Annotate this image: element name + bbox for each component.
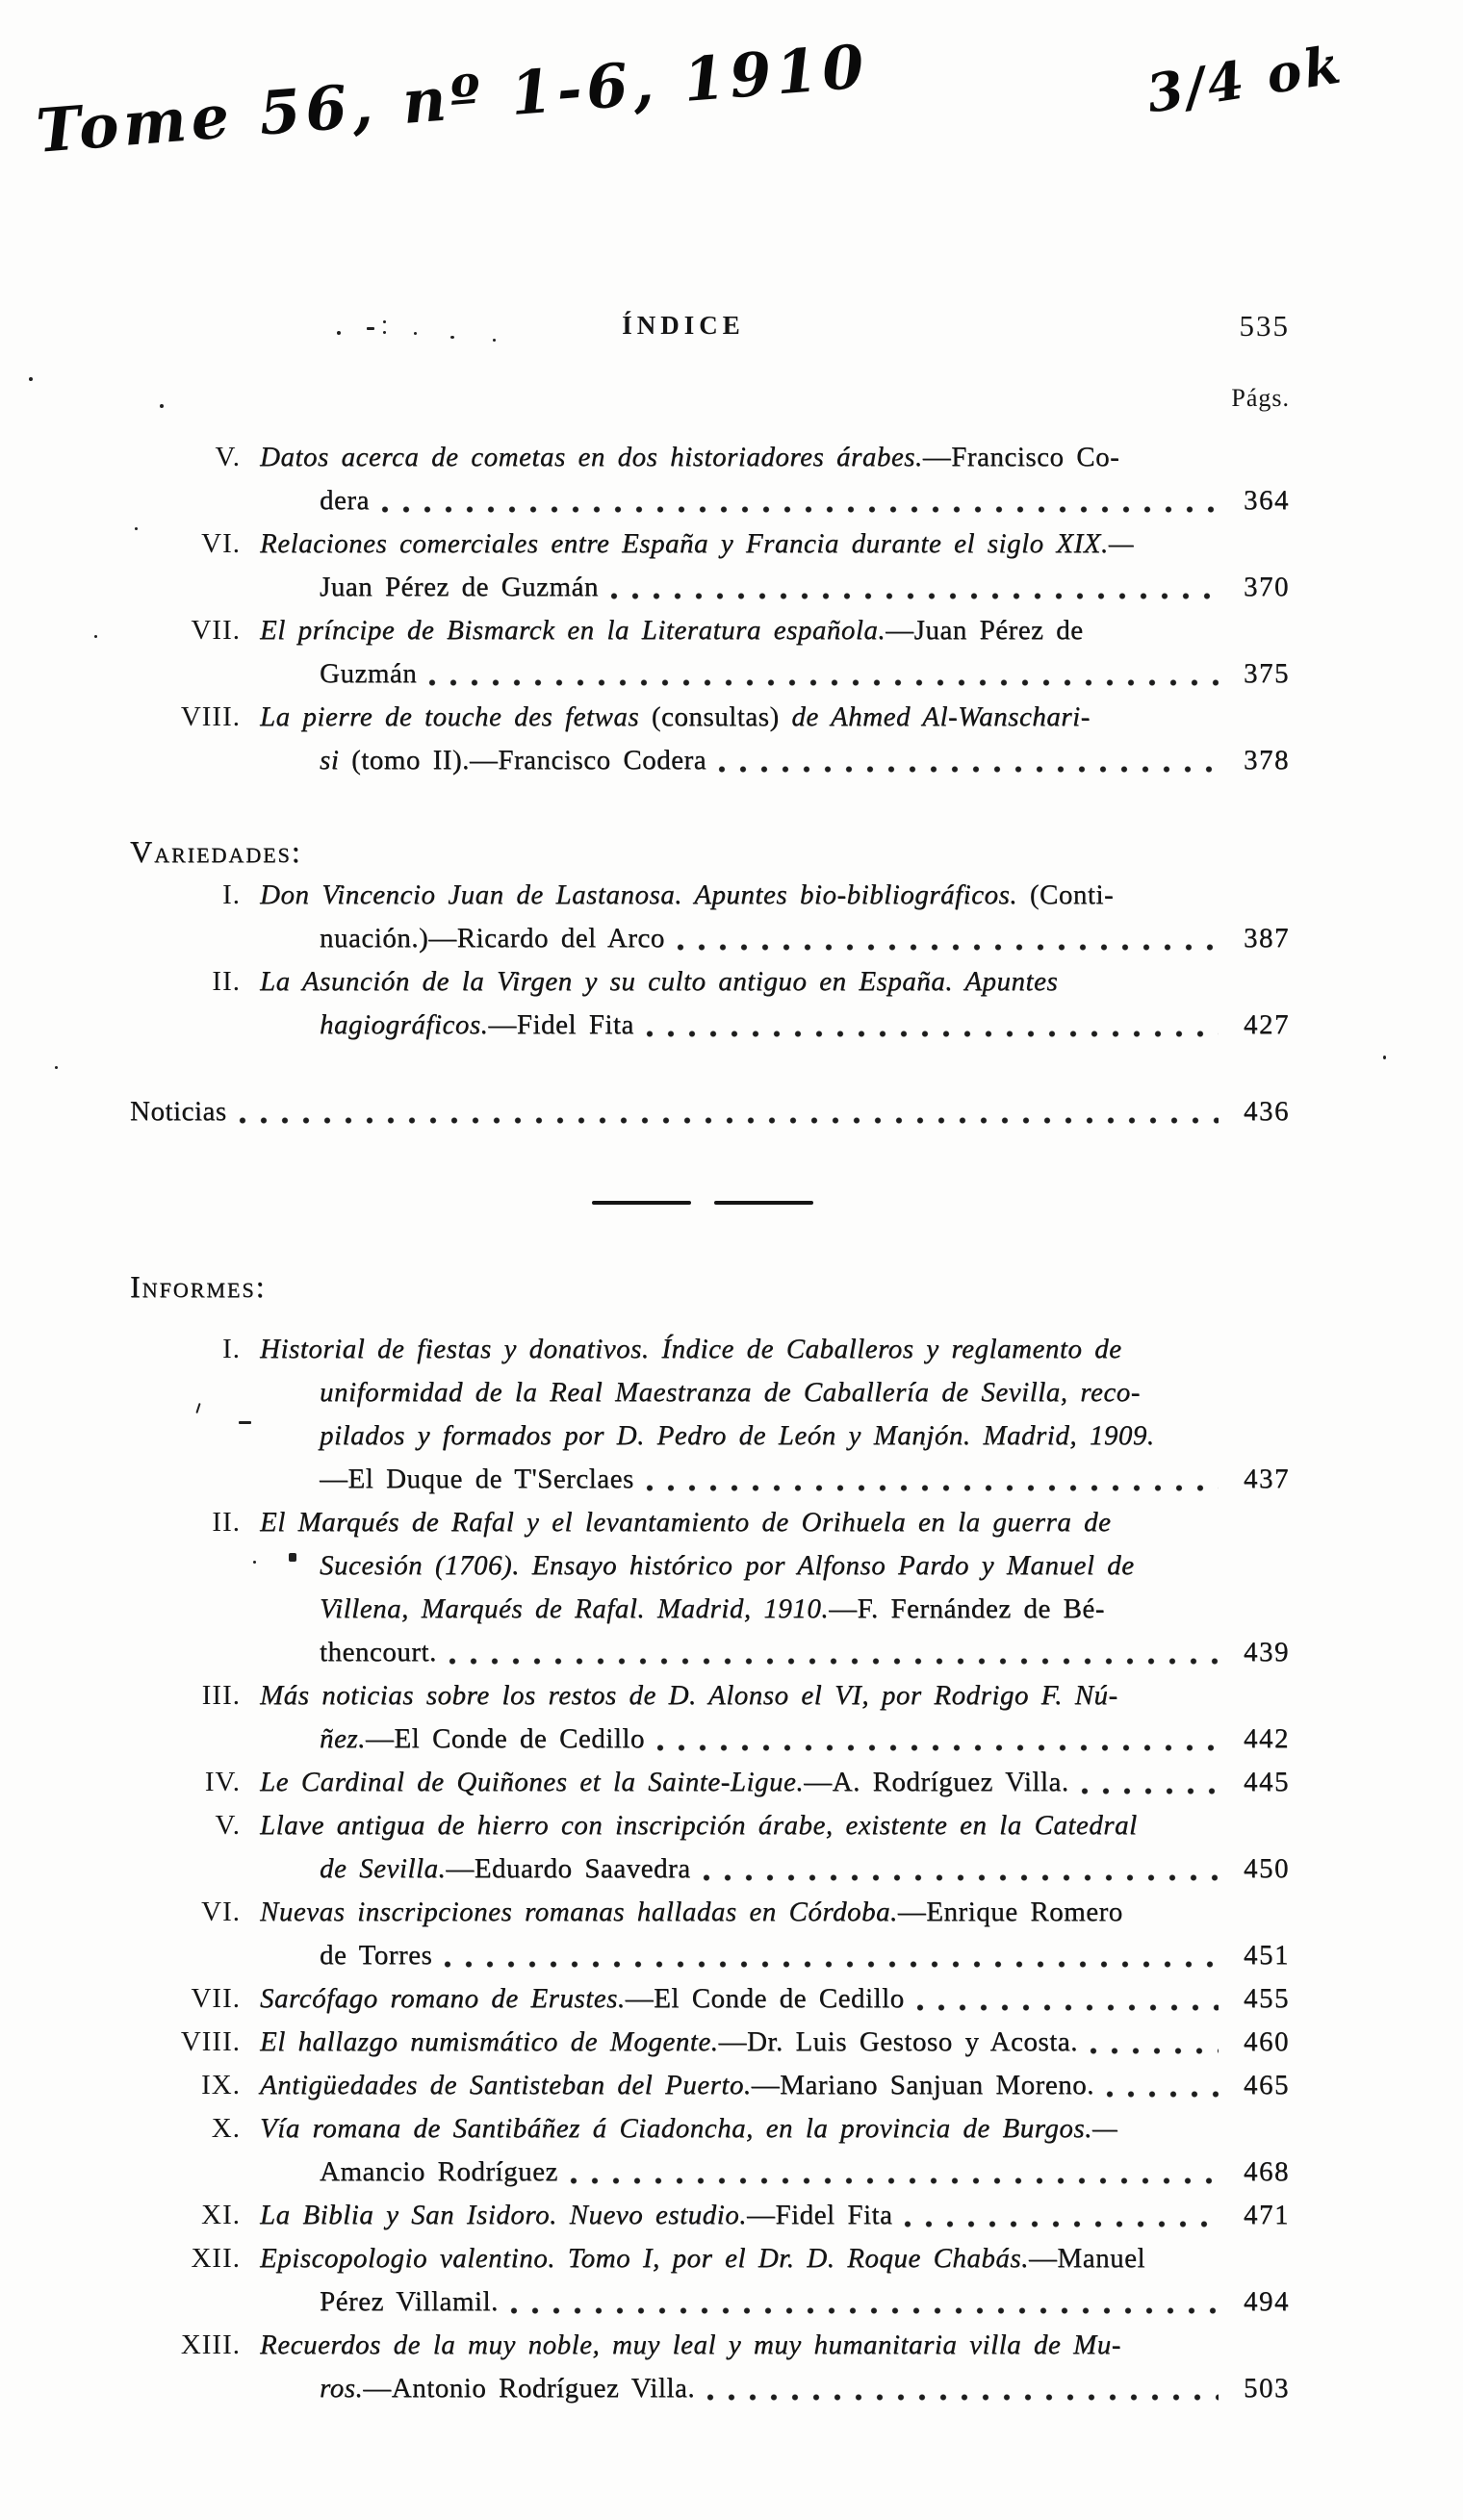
folio-number: 535 — [1239, 309, 1290, 343]
entry-text — [260, 528, 1134, 559]
author-text: —Fidel Fita — [488, 1009, 634, 1040]
entry-body — [260, 436, 1290, 522]
entry-text — [320, 2367, 695, 2410]
entry-text — [260, 2243, 1145, 2274]
toc-entry — [130, 522, 1290, 609]
toc-entry — [130, 609, 1290, 696]
scan-speck — [94, 635, 97, 638]
entry-body — [260, 1891, 1290, 1977]
title-text: Nuevas inscripciones romanas halladas en Córdoba. — [260, 1896, 898, 1927]
entry-line — [260, 1544, 1290, 1588]
entry-text — [320, 1593, 1105, 1624]
author-text: —El Duque de T'Serclaes — [320, 1464, 634, 1494]
entry-line — [260, 566, 1290, 609]
entry-numeral: II. — [212, 1507, 241, 1538]
toc-entry — [130, 1804, 1290, 1891]
entry-page-number: 437 — [1244, 1464, 1290, 1494]
entry-line — [260, 2107, 1290, 2151]
entry-page-number: 451 — [1244, 1940, 1290, 1971]
author-text: —Manuel — [1028, 2243, 1146, 2274]
entry-numeral: VI. — [201, 528, 241, 559]
entry-text — [260, 2329, 1121, 2360]
divider-dash — [592, 1201, 691, 1205]
entry-line — [260, 1674, 1290, 1718]
title-text: si — [320, 745, 352, 776]
title-text: El príncipe de Bismarck en la Literatura española. — [260, 615, 886, 646]
entry-text — [130, 1090, 227, 1133]
entry-page-number: 465 — [1244, 2070, 1290, 2100]
entry-text — [260, 2194, 892, 2237]
title-text: Más noticias sobre los restos de D. Alonso el VI, por Rodrigo F. Nú- — [260, 1680, 1118, 1711]
entry-body — [260, 2237, 1290, 2324]
author-text: Noticias — [130, 1096, 227, 1127]
dot-leader — [428, 678, 1219, 687]
pages-column-label: Págs. — [1231, 384, 1290, 412]
entry-page-number: 427 — [1244, 1009, 1290, 1040]
entry-line — [130, 1090, 1290, 1133]
entry-text — [260, 2113, 1117, 2144]
entry-text — [260, 1810, 1138, 1841]
entry-line — [260, 739, 1290, 782]
toc-entry — [130, 2194, 1290, 2237]
author-text: Juan Pérez de Guzmán — [320, 572, 599, 602]
dot-leader — [1090, 2047, 1219, 2055]
toc-entry — [130, 1977, 1290, 2021]
entry-text — [260, 1680, 1118, 1711]
toc-entry — [130, 960, 1290, 1047]
author-text: —Antonio Rodríguez Villa. — [363, 2373, 696, 2404]
entry-text — [320, 566, 599, 609]
entry-body — [260, 2107, 1290, 2194]
entry-page-number: 468 — [1244, 2156, 1290, 2187]
dot-leader — [677, 943, 1219, 952]
toc-entry — [130, 2107, 1290, 2194]
entry-text — [320, 479, 370, 522]
entry-text — [320, 1458, 634, 1501]
entry-line — [260, 874, 1290, 917]
toc-entry-noticias — [130, 1090, 1290, 1133]
entry-text — [260, 966, 1058, 997]
section-divider — [592, 1201, 813, 1205]
dot-leader — [646, 1030, 1219, 1038]
author-text: (tomo II).—Francisco Codera — [351, 745, 707, 776]
author-text: —Enrique Romero — [897, 1896, 1123, 1927]
title-text: Relaciones comerciales entre España y Francia durante el siglo XIX.— — [260, 528, 1134, 559]
entry-page-number: 378 — [1244, 745, 1290, 776]
dot-leader — [1081, 1787, 1219, 1795]
entry-body — [260, 1328, 1290, 1501]
author-text: dera — [320, 485, 370, 516]
toc-entry — [130, 2237, 1290, 2324]
entry-numeral: III. — [201, 1680, 241, 1711]
entry-line — [260, 436, 1290, 479]
section-heading-informes: Informes: — [130, 1269, 267, 1304]
entry-text — [260, 701, 1091, 732]
dot-leader — [904, 2220, 1219, 2228]
entry-numeral: XI. — [201, 2200, 241, 2230]
title-text: Vía romana de Santibáñez á Ciadoncha, en la provincia de Burgos.— — [260, 2113, 1118, 2144]
entry-line — [260, 2021, 1290, 2064]
toc-entry — [130, 1761, 1290, 1804]
title-text: Recuerdos de la muy noble, muy leal y muy humanitaria villa de Mu- — [260, 2329, 1121, 2360]
author-text: Pérez Villamil. — [320, 2286, 499, 2317]
entry-page-number: 436 — [1244, 1096, 1290, 1127]
entry-line — [260, 2367, 1290, 2410]
entry-body — [260, 2324, 1290, 2410]
divider-dash — [714, 1201, 813, 1205]
scan-speck — [1383, 1056, 1386, 1059]
entry-line — [260, 1761, 1290, 1804]
title-text: Datos acerca de cometas en dos historiadores árabes. — [260, 442, 923, 472]
entry-body — [260, 2194, 1290, 2237]
entry-page-number: 445 — [1244, 1767, 1290, 1797]
page-title: ÍNDICE — [622, 311, 745, 340]
toc-entry — [130, 696, 1290, 782]
toc-entry — [130, 2324, 1290, 2410]
handwritten-annotation-mark: 3/4 ok — [1142, 33, 1348, 125]
toc-entry — [130, 1501, 1290, 1674]
entry-text — [260, 2021, 1078, 2064]
dot-leader — [646, 1484, 1219, 1492]
entry-line — [260, 2064, 1290, 2107]
entry-body — [260, 1674, 1290, 1761]
toc-entry — [130, 2064, 1290, 2107]
entry-line — [260, 2324, 1290, 2367]
entry-line — [260, 2151, 1290, 2194]
entry-text — [320, 2151, 558, 2194]
author-text: —Mariano Sanjuan Moreno. — [751, 2070, 1094, 2100]
entry-text — [320, 1004, 634, 1047]
entry-numeral: V. — [215, 1810, 241, 1841]
dot-leader — [449, 1657, 1219, 1666]
dot-leader — [718, 765, 1219, 774]
author-text: —Dr. Luis Gestoso y Acosta. — [718, 2026, 1078, 2057]
title-text: de Ahmed Al-Wanschari- — [791, 701, 1091, 732]
scan-speck — [55, 1066, 58, 1069]
toc-entries — [130, 436, 1290, 2410]
entry-text — [260, 1507, 1111, 1538]
entry-numeral: I. — [222, 879, 241, 910]
entry-numeral: X. — [211, 2113, 241, 2144]
title-text: ñez. — [320, 1723, 366, 1754]
author-text: —F. Fernández de Bé- — [829, 1593, 1105, 1624]
entry-line — [260, 1847, 1290, 1891]
entry-page-number: 450 — [1244, 1853, 1290, 1884]
scan-speck — [29, 377, 33, 381]
entry-page-number: 442 — [1244, 1723, 1290, 1754]
title-text: pilados y formados por D. Pedro de León y Manjón. Madrid, 1909. — [320, 1420, 1155, 1451]
entry-line — [260, 1977, 1290, 2021]
entry-text — [260, 1761, 1069, 1804]
entry-page-number: 439 — [1244, 1637, 1290, 1667]
entry-numeral: I. — [222, 1334, 241, 1364]
entry-body — [260, 2021, 1290, 2064]
author-text: Amancio Rodríguez — [320, 2156, 558, 2187]
entry-text — [260, 442, 1119, 472]
entry-line — [260, 479, 1290, 522]
title-text: hagiográficos. — [320, 1009, 489, 1040]
entry-line — [260, 1501, 1290, 1544]
title-text: Episcopologio valentino. Tomo I, por el Dr. D. Roque Chabás. — [260, 2243, 1029, 2274]
entry-page-number: 494 — [1244, 2286, 1290, 2317]
entry-text — [320, 1718, 645, 1761]
entry-text — [320, 1847, 691, 1891]
handwritten-annotation-volume: Tome 56, nº 1-6, 1910 — [34, 31, 872, 166]
entry-body — [130, 1090, 1290, 1133]
dot-leader — [239, 1116, 1219, 1125]
entry-body — [260, 609, 1290, 696]
entry-line — [260, 960, 1290, 1004]
entry-line — [260, 1934, 1290, 1977]
author-text: —Eduardo Saavedra — [446, 1853, 691, 1884]
entry-numeral: IV. — [204, 1767, 241, 1797]
title-text: La Biblia y San Isidoro. Nuevo estudio. — [260, 2200, 747, 2230]
toc-entry — [130, 1328, 1290, 1501]
author-text: nuación.)—Ricardo del Arco — [320, 923, 665, 954]
entry-text — [320, 1934, 432, 1977]
title-text: La pierre de touche des fetwas — [260, 701, 652, 732]
entry-text — [320, 917, 665, 960]
entry-page-number: 471 — [1244, 2200, 1290, 2230]
entry-text — [260, 1334, 1122, 1364]
dot-leader — [570, 2176, 1219, 2185]
entry-line — [260, 1458, 1290, 1501]
entry-line — [260, 1371, 1290, 1414]
entry-body — [260, 874, 1290, 960]
page-header — [130, 311, 1290, 349]
author-text: thencourt. — [320, 1637, 437, 1667]
entry-numeral: VIII. — [180, 701, 241, 732]
entry-page-number: 460 — [1244, 2026, 1290, 2057]
author-text: —Francisco Co- — [922, 442, 1120, 472]
author-text: —Juan Pérez de — [886, 615, 1084, 646]
entry-numeral: VIII. — [180, 2026, 241, 2057]
entry-text — [260, 1896, 1123, 1927]
title-text: Le Cardinal de Quiñones et la Sainte-Ligue. — [260, 1767, 805, 1797]
title-text: Sarcófago romano de Erustes. — [260, 1983, 626, 2014]
entry-numeral: VII. — [191, 615, 241, 646]
title-text: Llave antigua de hierro con inscripción árabe, existente en la Catedral — [260, 1810, 1138, 1841]
entry-text — [320, 1631, 437, 1674]
title-text: Sucesión (1706). Ensayo histórico por Alfonso Pardo y Manuel de — [320, 1550, 1135, 1581]
title-text: ros. — [320, 2373, 364, 2404]
dot-leader — [656, 1744, 1219, 1752]
entry-numeral: XIII. — [180, 2329, 241, 2360]
title-text: Antigüedades de Santisteban del Puerto. — [260, 2070, 752, 2100]
entry-text — [320, 2280, 499, 2324]
title-text: La Asunción de la Virgen y su culto antiguo en España. Apuntes — [260, 966, 1059, 997]
entry-line — [260, 1718, 1290, 1761]
toc-entry — [130, 436, 1290, 522]
dot-leader — [381, 505, 1219, 514]
dot-leader — [510, 2306, 1219, 2315]
entry-page-number: 375 — [1244, 658, 1290, 689]
entry-numeral: VI. — [201, 1896, 241, 1927]
title-text: Don Vincencio Juan de Lastanosa. Apuntes bio-bibliográficos. — [260, 879, 1030, 910]
entry-line — [260, 1804, 1290, 1847]
entry-line — [260, 1631, 1290, 1674]
entry-text — [320, 1377, 1141, 1408]
entry-text — [320, 1420, 1155, 1451]
dot-leader — [703, 1873, 1219, 1882]
entry-line — [260, 609, 1290, 652]
dot-leader — [1106, 2090, 1219, 2099]
entry-line — [260, 1328, 1290, 1371]
entry-line — [260, 1891, 1290, 1934]
entry-body — [260, 1804, 1290, 1891]
entry-line — [260, 1588, 1290, 1631]
author-text: —A. Rodríguez Villa. — [804, 1767, 1069, 1797]
title-text: uniformidad de la Real Maestranza de Caballería de Sevilla, reco- — [320, 1377, 1141, 1408]
author-text: Guzmán — [320, 658, 418, 689]
entry-line — [260, 2280, 1290, 2324]
entry-body — [260, 2064, 1290, 2107]
entry-line — [260, 2237, 1290, 2280]
dot-leader — [916, 2003, 1219, 2012]
title-text: El hallazgo numismático de Mogente. — [260, 2026, 719, 2057]
toc-content — [130, 311, 1290, 2410]
entry-numeral: XII. — [191, 2243, 241, 2274]
entry-text — [260, 879, 1114, 910]
entry-line — [260, 652, 1290, 696]
entry-text — [320, 739, 706, 782]
entry-page-number: 503 — [1244, 2373, 1290, 2404]
author-text: (consultas) — [651, 701, 792, 732]
section-heading-variedades: Variedades: — [130, 834, 302, 869]
dot-leader — [610, 592, 1219, 600]
dot-leader — [706, 2393, 1219, 2402]
entry-page-number: 387 — [1244, 923, 1290, 954]
title-text: Villena, Marqués de Rafal. Madrid, 1910. — [320, 1593, 830, 1624]
entry-body — [260, 1977, 1290, 2021]
title-text: El Marqués de Rafal y el levantamiento de Orihuela en la guerra de — [260, 1507, 1112, 1538]
entry-line — [260, 2194, 1290, 2237]
toc-entry — [130, 1674, 1290, 1761]
entry-body — [260, 960, 1290, 1047]
entry-numeral: V. — [215, 442, 241, 472]
entry-body — [260, 1501, 1290, 1674]
entry-body — [260, 1761, 1290, 1804]
entry-text — [260, 615, 1084, 646]
entry-text — [260, 2064, 1094, 2107]
entry-numeral: IX. — [201, 2070, 241, 2100]
entry-page-number: 370 — [1244, 572, 1290, 602]
entry-text — [320, 652, 417, 696]
author-text: —El Conde de Cedillo — [365, 1723, 645, 1754]
entry-line — [260, 696, 1290, 739]
title-text: de Sevilla. — [320, 1853, 447, 1884]
entry-page-number: 364 — [1244, 485, 1290, 516]
entry-numeral: VII. — [191, 1983, 241, 2014]
entry-numeral: II. — [212, 966, 241, 997]
author-text: de Torres — [320, 1940, 433, 1971]
entry-body — [260, 522, 1290, 609]
author-text: —El Conde de Cedillo — [625, 1983, 905, 2014]
author-text: —Fidel Fita — [746, 2200, 893, 2230]
entry-line — [260, 522, 1290, 566]
toc-entry — [130, 2021, 1290, 2064]
entry-line — [260, 1414, 1290, 1458]
entry-text — [260, 1977, 905, 2021]
entry-text — [320, 1550, 1135, 1581]
entry-line — [260, 1004, 1290, 1047]
author-text: (Conti- — [1029, 879, 1115, 910]
toc-entry — [130, 874, 1290, 960]
dot-leader — [444, 1960, 1219, 1969]
toc-entry — [130, 1891, 1290, 1977]
entry-page-number: 455 — [1244, 1983, 1290, 2014]
title-text: Historial de fiestas y donativos. Índice de Caballeros y reglamento de — [260, 1334, 1122, 1364]
entry-line — [260, 917, 1290, 960]
entry-body — [260, 696, 1290, 782]
